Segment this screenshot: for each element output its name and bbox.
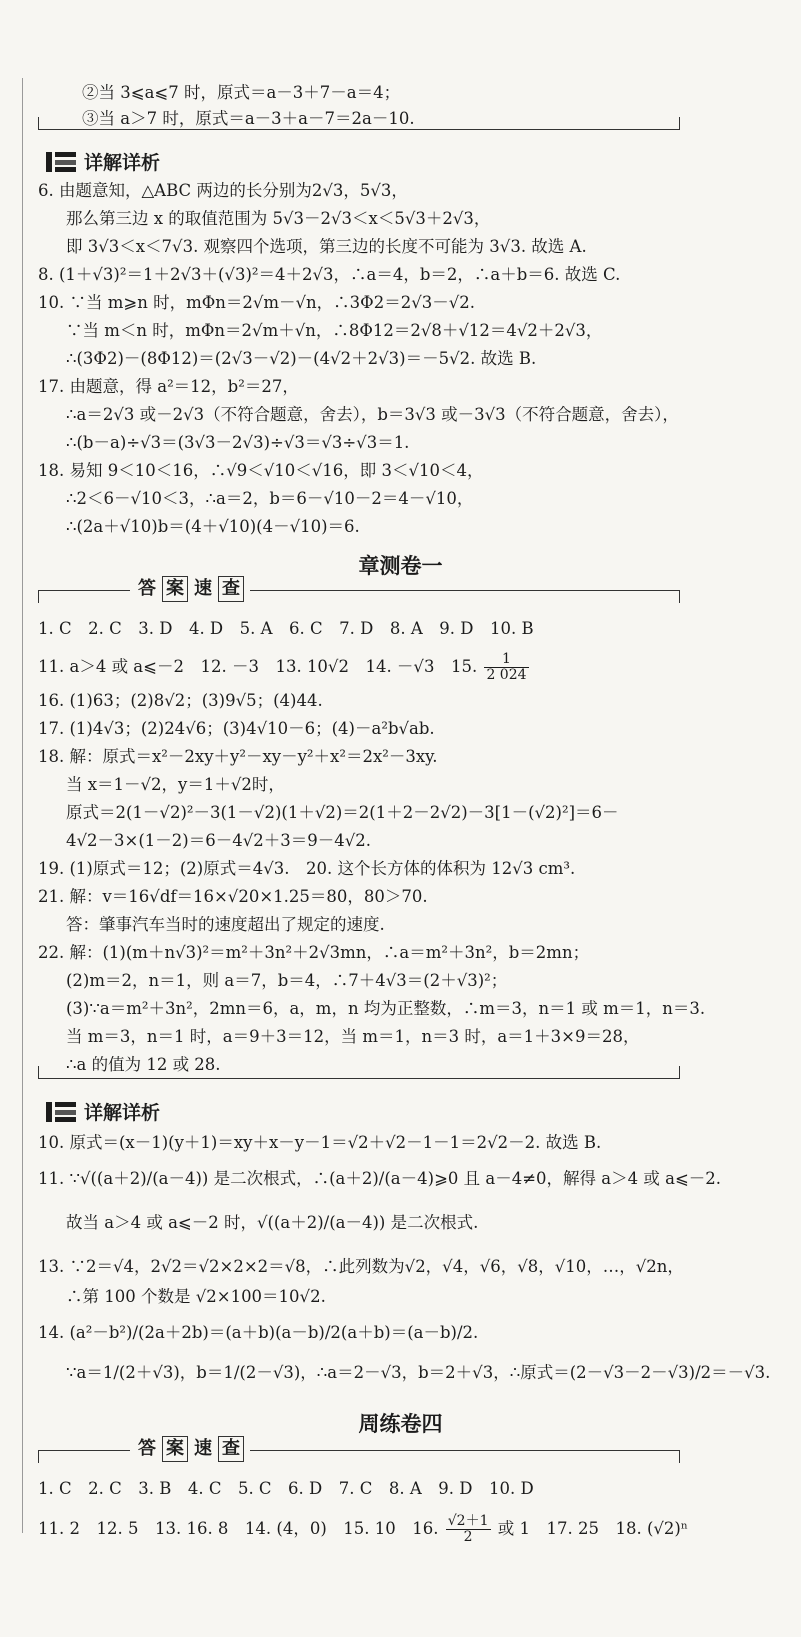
answer-line: 4√2－3×(1－2)＝6－4√2＋3＝9－4√2. xyxy=(66,831,371,850)
answer-line: 当 x＝1－√2，y＝1＋√2时， xyxy=(66,775,285,794)
answer-char-1: 答 xyxy=(138,1438,156,1459)
solution-line: 10. ∵当 m⩾n 时，mΦn＝2√m－√n，∴3Φ2＝2√3－√2. xyxy=(38,293,475,312)
section-heading-text: 详解详析 xyxy=(84,1102,161,1124)
answer-line: 21. 解：v＝16√df＝16×√20×1.25＝80，80＞70. xyxy=(38,887,428,906)
answer-char-3: 速 xyxy=(194,1438,212,1459)
top-box-bracket xyxy=(38,117,680,130)
answer-line: (3)∵a＝m²＋3n²，2mn＝6，a，m，n 均为正整数，∴m＝3，n＝1 或 m＝1，n＝3. xyxy=(66,999,706,1018)
section-heading-text: 详解详析 xyxy=(84,152,161,174)
answer-char-4: 查 xyxy=(218,576,244,602)
solution-line: ∴(2a＋√10)b＝(4＋√10)(4－√10)＝6. xyxy=(66,517,360,536)
chapter-test-title: 章测卷一 xyxy=(358,554,443,578)
section-bars-icon xyxy=(46,152,76,172)
answer-line: ∴a 的值为 12 或 28. xyxy=(66,1055,221,1074)
solution-line: ∴第 100 个数是 √2×100＝10√2. xyxy=(66,1287,326,1306)
solution-line: ∵a＝1/(2＋√3)，b＝1/(2－√3)，∴a＝2－√3，b＝2＋√3，∴原式＝(2－√3－2－√3)/2＝－√3. xyxy=(66,1363,771,1382)
solution-line: 8. (1＋√3)²＝1＋2√3＋(√3)²＝4＋2√3，∴a＝4，b＝2，∴a＋b＝6. 故选 C. xyxy=(38,265,621,284)
solution-line: 17. 由题意，得 a²＝12，b²＝27， xyxy=(38,377,299,396)
answer-char-1: 答 xyxy=(138,578,156,599)
solution-line: 即 3√3＜x＜7√3. 观察四个选项，第三边的长度不可能为 3√3. 故选 A. xyxy=(66,237,587,256)
quick-answer-row-1: 1. C 2. C 3. B 4. C 5. C 6. D 7. C 8. A 9. D 10. D xyxy=(38,1479,534,1498)
solution-line: 13. ∵2＝√4，2√2＝√2×2×2＝√8，∴此列数为√2，√4，√6，√8，√10，…，√2n， xyxy=(38,1257,684,1276)
solution-line: 6. 由题意知，△ABC 两边的长分别为2√3，5√3， xyxy=(38,181,408,200)
quick-answer-bracket-bottom xyxy=(38,1066,680,1079)
solution-line: 故当 a＞4 或 a⩽－2 时，√((a＋2)/(a－4)) 是二次根式. xyxy=(66,1213,479,1232)
answer-line: 答：肇事汽车当时的速度超出了规定的速度. xyxy=(66,915,385,934)
answer-char-4: 查 xyxy=(218,1436,244,1462)
top-box-line-2: ③当 a＞7 时，原式＝a－3＋a－7＝2a－10. xyxy=(82,109,415,128)
quick-answer-row-2-text: 11. 2 12. 5 13. 16. 8 14. (4，0) 15. 10 16. xyxy=(38,1519,439,1538)
solution-line: 11. ∵√((a＋2)/(a－4)) 是二次根式，∴(a＋2)/(a－4)⩾0 且 a－4≠0，解得 a＞4 或 a⩽－2. xyxy=(38,1169,722,1188)
quick-answer-heading xyxy=(130,576,250,602)
section-bars-icon xyxy=(46,1102,76,1122)
fraction-denominator: 2 024 xyxy=(486,667,527,683)
answer-char-2: 案 xyxy=(162,576,188,602)
quick-answer-row-2 xyxy=(38,652,531,683)
solution-line: 那么第三边 x 的取值范围为 5√3－2√3＜x＜5√3＋2√3， xyxy=(66,209,491,228)
left-margin-rule xyxy=(22,78,23,1533)
answer-line: 16. (1)63；(2)8√2；(3)9√5；(4)44. xyxy=(38,691,323,710)
answer-line: 18. 解：原式＝x²－2xy＋y²－xy－y²＋x²＝2x²－3xy. xyxy=(38,747,438,766)
fraction-denominator: 2 xyxy=(463,1529,473,1545)
solution-line: 18. 易知 9＜10＜16，∴√9＜√10＜√16，即 3＜√10＜4， xyxy=(38,461,484,480)
solution-line: ∴(b－a)÷√3＝(3√3－2√3)÷√3＝√3÷√3＝1. xyxy=(66,433,410,452)
solution-line: 10. 原式＝(x－1)(y＋1)＝xy＋x－y－1＝√2＋√2－1－1＝2√2－2. 故选 B. xyxy=(38,1133,602,1152)
answer-line: (2)m＝2，n＝1，则 a＝7，b＝4，∴7＋4√3＝(2＋√3)²； xyxy=(66,971,508,990)
fraction-numerator: √2＋1 xyxy=(447,1513,489,1529)
answer-line: 19. (1)原式＝12；(2)原式＝4√3. 20. 这个长方体的体积为 12√3 cm³. xyxy=(38,859,576,878)
fraction xyxy=(446,1514,491,1545)
quick-answer-row-1: 1. C 2. C 3. D 4. D 5. A 6. C 7. D 8. A 9. D 10. B xyxy=(38,619,534,638)
quick-answer-row-2 xyxy=(38,1514,688,1545)
weekly-test-title: 周练卷四 xyxy=(358,1412,443,1436)
answer-line: 原式＝2(1－√2)²－3(1－√2)(1＋√2)＝2(1＋2－2√2)－3[1－(√2)²]＝6－ xyxy=(66,803,619,822)
answer-char-2: 案 xyxy=(162,1436,188,1462)
answer-line: 22. 解：(1)(m＋n√3)²＝m²＋3n²＋2√3mn，∴a＝m²＋3n²，b＝2mn； xyxy=(38,943,590,962)
answer-line: 当 m＝3，n＝1 时，a＝9＋3＝12，当 m＝1，n＝3 时，a＝1＋3×9＝28， xyxy=(66,1027,640,1046)
answer-line: 17. (1)4√3；(2)24√6；(3)4√10－6；(4)－a²b√ab. xyxy=(38,719,435,738)
answer-char-3: 速 xyxy=(194,578,212,599)
top-box-line-1: ②当 3⩽a⩽7 时，原式＝a－3＋7－a＝4； xyxy=(82,83,401,102)
section-heading-2 xyxy=(46,1098,160,1125)
solution-line: ∴(3Φ2)－(8Φ12)＝(2√3－√2)－(4√2＋2√3)＝－5√2. 故选 B. xyxy=(66,349,537,368)
solution-line: ∴a＝2√3 或－2√3（不符合题意，舍去），b＝3√3 或－3√3（不符合题意，舍去）， xyxy=(66,405,679,424)
quick-answer-heading xyxy=(130,1436,250,1462)
section-heading-1 xyxy=(46,148,160,175)
fraction xyxy=(484,652,528,683)
fraction-numerator: 1 xyxy=(484,652,528,668)
solution-line: ∵当 m＜n 时，mΦn＝2√m＋√n，∴8Φ12＝2√8＋√12＝4√2＋2√3， xyxy=(66,321,603,340)
quick-answer-row-2-tail: 或 1 17. 25 18. (√2)ⁿ xyxy=(497,1519,688,1538)
solution-line: 14. (a²－b²)/(2a＋2b)＝(a＋b)(a－b)/2(a＋b)＝(a－b)/2. xyxy=(38,1323,479,1342)
quick-answer-row-2-text: 11. a＞4 或 a⩽－2 12. －3 13. 10√2 14. －√3 15. xyxy=(38,657,478,676)
solution-line: ∴2＜6－√10＜3，∴a＝2，b＝6－√10－2＝4－√10， xyxy=(66,489,474,508)
